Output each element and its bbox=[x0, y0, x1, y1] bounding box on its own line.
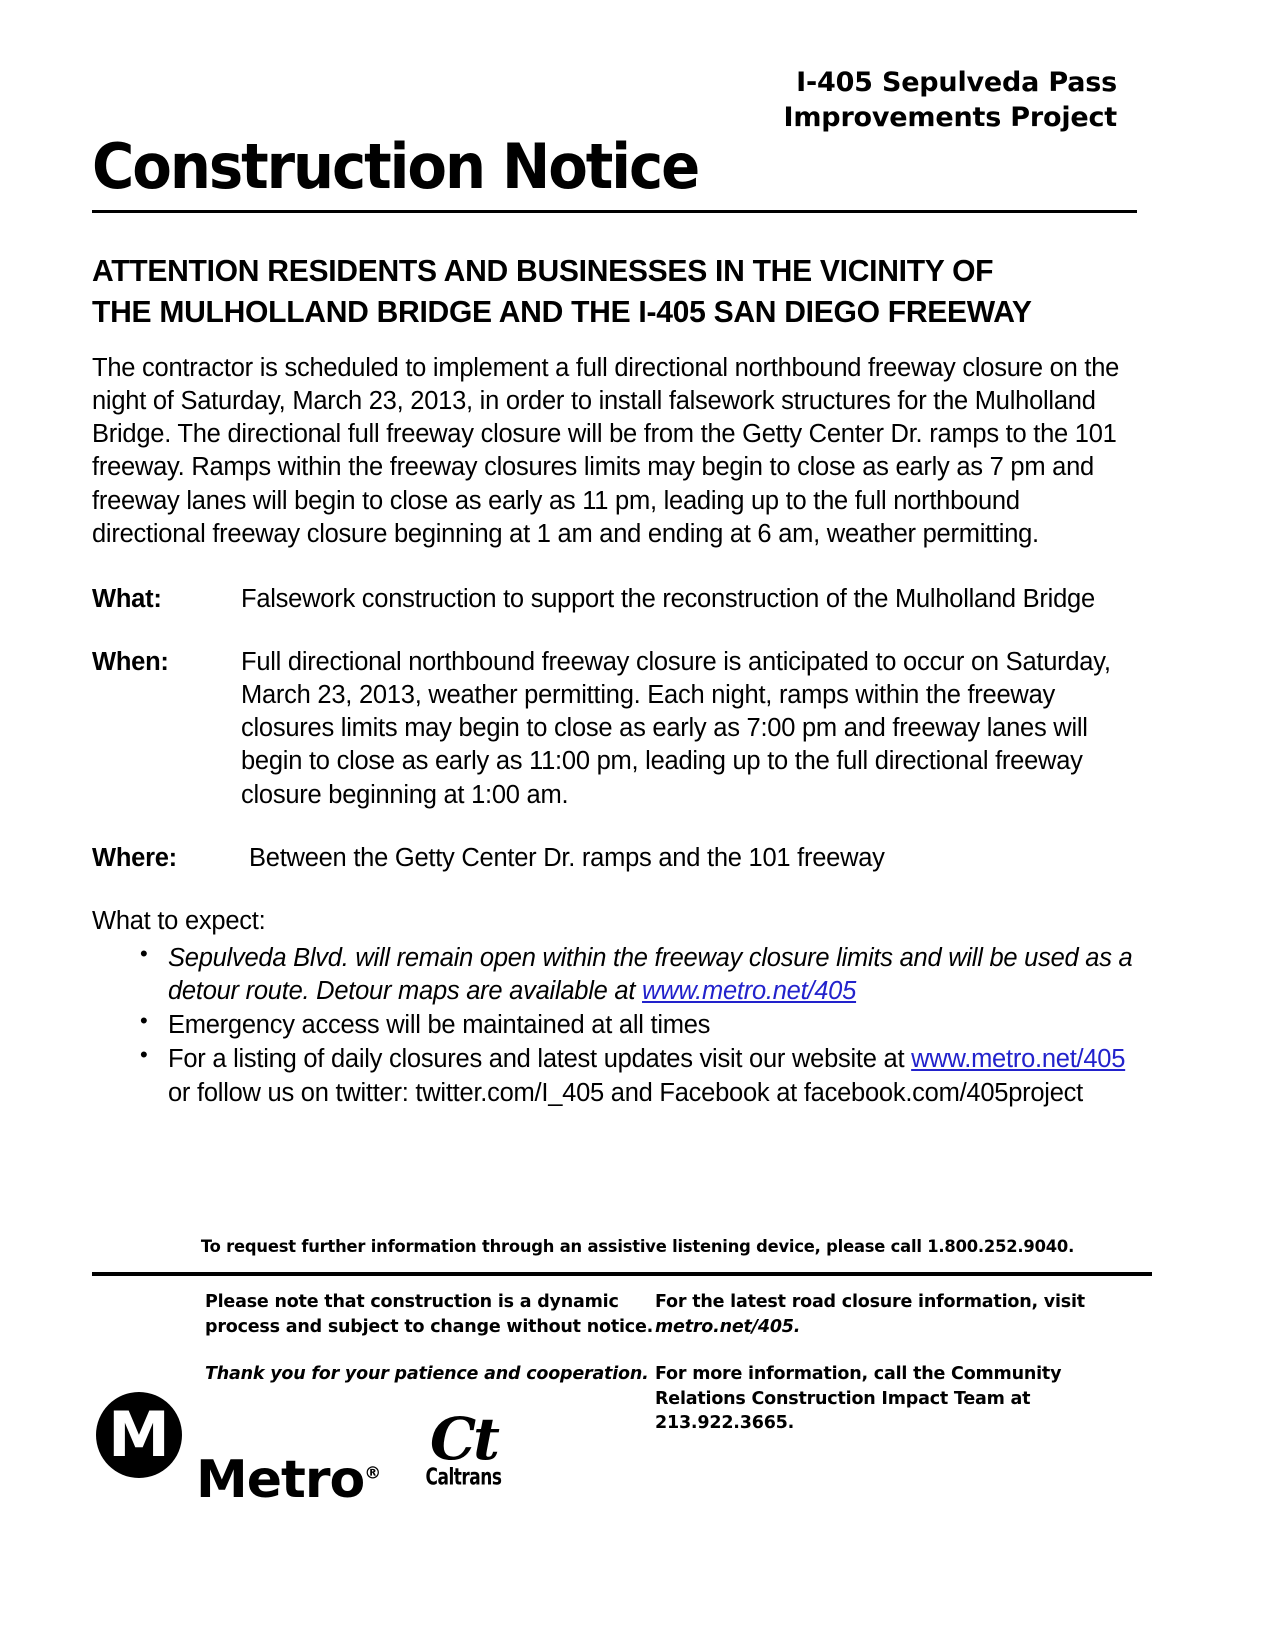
bullet-3-text-before: For a listing of daily closures and latest updates visit our website at bbox=[168, 1045, 912, 1074]
attention-line-2: THE MULHOLLAND BRIDGE AND THE I-405 SAN DIEGO FREEWAY bbox=[92, 294, 1032, 330]
metro-m-icon: M bbox=[96, 1392, 182, 1478]
what-to-expect-title: What to expect: bbox=[92, 906, 266, 935]
footer-road-closure-note: For the latest road closure information, visit bbox=[655, 1292, 1085, 1312]
metro-logo bbox=[96, 1392, 182, 1478]
footer-construction-note: Please note that construction is a dynamic process and subject to change without notice. bbox=[205, 1292, 654, 1337]
where-label: Where: bbox=[92, 843, 177, 872]
list-item bbox=[136, 1009, 1140, 1042]
logo-row bbox=[96, 1392, 556, 1512]
footer-right-column bbox=[655, 1290, 1155, 1436]
intro-paragraph: The contractor is scheduled to implement a full directional northbound freeway closure on the night of Saturday, March 23, 2013, in order to install falsework structures for the Mulholland Bridge. The directional full freeway closure will be from the Getty Center Dr. ramps to the 101 freeway. Ramps within the freeway closures limits may begin to close as early as 7 pm and freeway lanes will begin to close as early as 11 pm, leading up to the full northbound directional freeway closure beginning at 1 am and ending at 6 am, weather permitting. bbox=[92, 354, 1120, 548]
project-tag-line1: I-405 Sepulveda Pass bbox=[796, 67, 1117, 98]
detail-row-where bbox=[92, 842, 1140, 875]
bullet-3-text-after: or follow us on twitter: twitter.com/I_405 and Facebook at facebook.com/405project bbox=[168, 1078, 1083, 1107]
attention-line-1: ATTENTION RESIDENTS AND BUSINESSES IN THE VICINITY OF bbox=[92, 253, 994, 288]
what-to-expect-list bbox=[92, 942, 1140, 1110]
when-label: When: bbox=[92, 647, 169, 676]
caltrans-logo bbox=[396, 1405, 531, 1491]
where-value: Between the Getty Center Dr. ramps and the 101 freeway bbox=[249, 843, 885, 872]
bullet-2-text: Emergency access will be maintained at all times bbox=[168, 1011, 711, 1040]
metro-trademark-symbol: ® bbox=[364, 1463, 381, 1484]
list-item bbox=[136, 1043, 1140, 1109]
page-title: Construction Notice bbox=[92, 130, 699, 203]
detail-row-what bbox=[92, 583, 1140, 616]
footer-thank-you: Thank you for your patience and cooperation. bbox=[205, 1363, 649, 1384]
metro-wordmark-text: Metro bbox=[196, 1450, 365, 1510]
list-item bbox=[136, 942, 1140, 1008]
project-tag-line2: Improvements Project bbox=[783, 101, 1117, 133]
body-content bbox=[92, 352, 1140, 1111]
metro-wordmark bbox=[196, 1450, 380, 1510]
assistive-listening-notice: To request further information through an assistive listening device, please call 1.800.252.9040. bbox=[200, 1237, 1075, 1257]
project-tag bbox=[784, 66, 1117, 135]
detail-row-when bbox=[92, 646, 1140, 812]
bullet-1-text: Sepulveda Blvd. will remain open within the freeway closure limits and will be used as a detour route. Detour maps are available at bbox=[168, 943, 1133, 1006]
caltrans-ct-icon: Ct bbox=[430, 1405, 497, 1473]
footer-more-info: For more information, call the Community Relations Construction Impact Team at 213.922.3665. bbox=[655, 1363, 1062, 1434]
title-block bbox=[92, 130, 1137, 213]
what-value: Falsework construction to support the reconstruction of the Mulholland Bridge bbox=[241, 584, 1095, 613]
metro-405-link[interactable]: www.metro.net/405 bbox=[642, 977, 857, 1006]
caltrans-wordmark: Caltrans bbox=[425, 1464, 502, 1491]
footer-divider bbox=[92, 1272, 1152, 1276]
footer-metro-site: metro.net/405. bbox=[655, 1316, 801, 1337]
title-divider bbox=[92, 210, 1137, 213]
metro-405-link-2[interactable]: www.metro.net/405 bbox=[911, 1045, 1126, 1074]
when-value: Full directional northbound freeway closure is anticipated to occur on Saturday, March 23, 2013, weather permitting. Each night, ramps within the freeway closures limits may begin to close as early as 7:00 pm and freeway lanes will begin to close as early as 11:00 pm, leading up to the full directional freeway closure beginning at 1:00 am. bbox=[241, 647, 1111, 809]
what-label: What: bbox=[92, 584, 162, 613]
attention-heading bbox=[92, 250, 1120, 332]
